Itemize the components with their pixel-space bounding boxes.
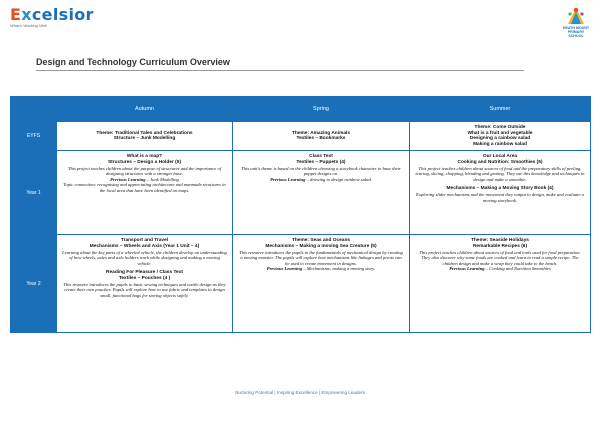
previous-learning-label: Previous Learning [110,176,146,182]
cell-eyfs-autumn [57,122,233,151]
cell-body: This resource introduces the pupils to basic sewing techniques and textile design as they create their own pouches. Pupils will explore how to use fabric and templates to design small, functional bags for storing objects safely. [63,281,226,298]
cell-heading: Structures – Design a Holder (5) [107,159,182,165]
cell-heading: Mechanisms – Wheels and Axis (Year 1 Unit – 4) [89,243,200,249]
cell-year2-spring [233,235,410,333]
curriculum-table [10,96,591,333]
cell-heading: Reading For Pleasure / Class Text [106,270,183,276]
cell-previous-learning [238,177,404,183]
cell-year1-spring [233,151,410,235]
school-crest [560,6,592,36]
crest-icon [565,6,587,26]
cell-heading: Theme: Seas and Oceans [291,238,351,244]
title-divider [36,70,524,71]
cell-heading: Mechanisms – Making a Moving Story Book (4) [446,186,554,192]
previous-learning-text: – Junk Modelling [145,176,179,182]
logo-wordmark: Excelsior [10,5,94,24]
cell-heading: Mechanisms – Making a moving Sea Creature (5) [265,243,377,249]
logo-tagline: What's Working Well [10,23,47,28]
cell-eyfs-spring [233,122,410,151]
cell-heading: Theme: Seaside Holidays [471,238,529,244]
cell-body: This project teaches children about sources of food and tools used for food preparation. They also discover why some foods are cooked and learn to read a simple recipe. The children design and make a wrap they could take to the beach. [419,249,581,266]
cell-line: Theme: Amazing Animals [291,130,351,136]
cell-previous-learning [415,266,585,272]
cell-topic: Topic connection: recognising and appreciating architecture and manmade structures in the local area that have been identified on maps. [63,182,226,193]
cell-body: This resource introduces the pupils to the fundamentals of mechanical design by creating a moving monster. The pupils will explore how mechanisms like linkages and pivots can be used to create movement in designs. [239,249,403,266]
excelsior-logo [10,5,94,38]
cell-eyfs-summer [410,122,591,151]
header-autumn: Autumn [57,97,233,122]
table-row-year1 [11,151,591,235]
cell-body: Exploring slider mechanisms and the movement they output to design, make and evaluate a moving storybook. [416,191,584,203]
previous-learning-text: – drawing to design rainbow salad. [305,176,372,182]
cell-heading: Textiles – Puppets (4) [296,159,346,165]
cell-previous-learning [238,266,404,272]
cell-year2-summer [410,235,591,333]
cell-year1-summer [410,151,591,235]
school-name: HEATH MOUNT PRIMARY SCHOOL [562,26,590,38]
previous-learning-label: Previous Learning [266,266,303,272]
cell-body: This project teaches children about sources of food and the preparatory skills of peeling, tearing, slicing, chopping, blending and grating. They use this knowledge and techniques to design and make a smoothie. [415,165,585,182]
cell-heading: Cooking and Nutrition: Smoothies (5) [457,159,543,165]
table-row-eyfs [11,122,591,151]
cell-line: Theme: Traditional Tales and Celebrations [96,130,193,136]
table-row-year2 [11,235,591,333]
cell-line: Designing a rainbow salad [469,136,531,142]
cell-year2-autumn [57,235,233,333]
cell-heading: What is a map? [126,154,163,160]
footer-motto: Nurturing Potential | Inspiring Excellence | Empowering Leaders [235,390,365,395]
cell-line: Making a rainbow salad [473,141,527,147]
previous-learning-text: – Mechanisms; making a moving story. [302,266,376,272]
header-summer: Summer [410,97,591,122]
cell-heading: Transport and Travel [120,238,169,244]
cell-body: This unit's theme is based on the children choosing a storybook character to base their puppet designs on. [241,165,401,177]
cell-year1-autumn [57,151,233,235]
previous-learning-label: Previous Learning [449,266,485,272]
row-label-year1: Year 1 [11,151,57,235]
header-corner [11,97,57,122]
cell-body: Learning about the key parts of a wheeled vehicle, the children develop an understanding of how wheels, axles and axle holders work while designing and making a moving vehicle. [62,249,227,266]
row-label-eyfs: EYFS [11,122,57,151]
cell-heading: Class Text [309,154,333,160]
cell-line: Textiles – Bookmarks [296,136,346,142]
cell-heading: Remarkable Recipes (6) [472,243,528,249]
cell-heading: Our Local Area [482,154,518,160]
cell-line: Theme: Come Outside [474,125,526,130]
cell-line: What is a fruit and vegetable [467,130,533,136]
previous-learning-label: Previous Learning [270,176,306,182]
cell-line: Structure – Junk Modelling [113,136,176,142]
cell-heading: Textiles – Pouches (4 ) [118,275,171,281]
header-spring: Spring [233,97,410,122]
cell-body: This project teaches children about the purpose of structures and the importance of designing structures with a stronger base. [67,165,222,177]
table-header-row [11,97,591,122]
previous-learning-text: – Cooking and Nutrition Smoothies [484,266,551,272]
row-label-year2: Year 2 [11,235,57,333]
page-title: Design and Technology Curriculum Overview [36,57,230,67]
